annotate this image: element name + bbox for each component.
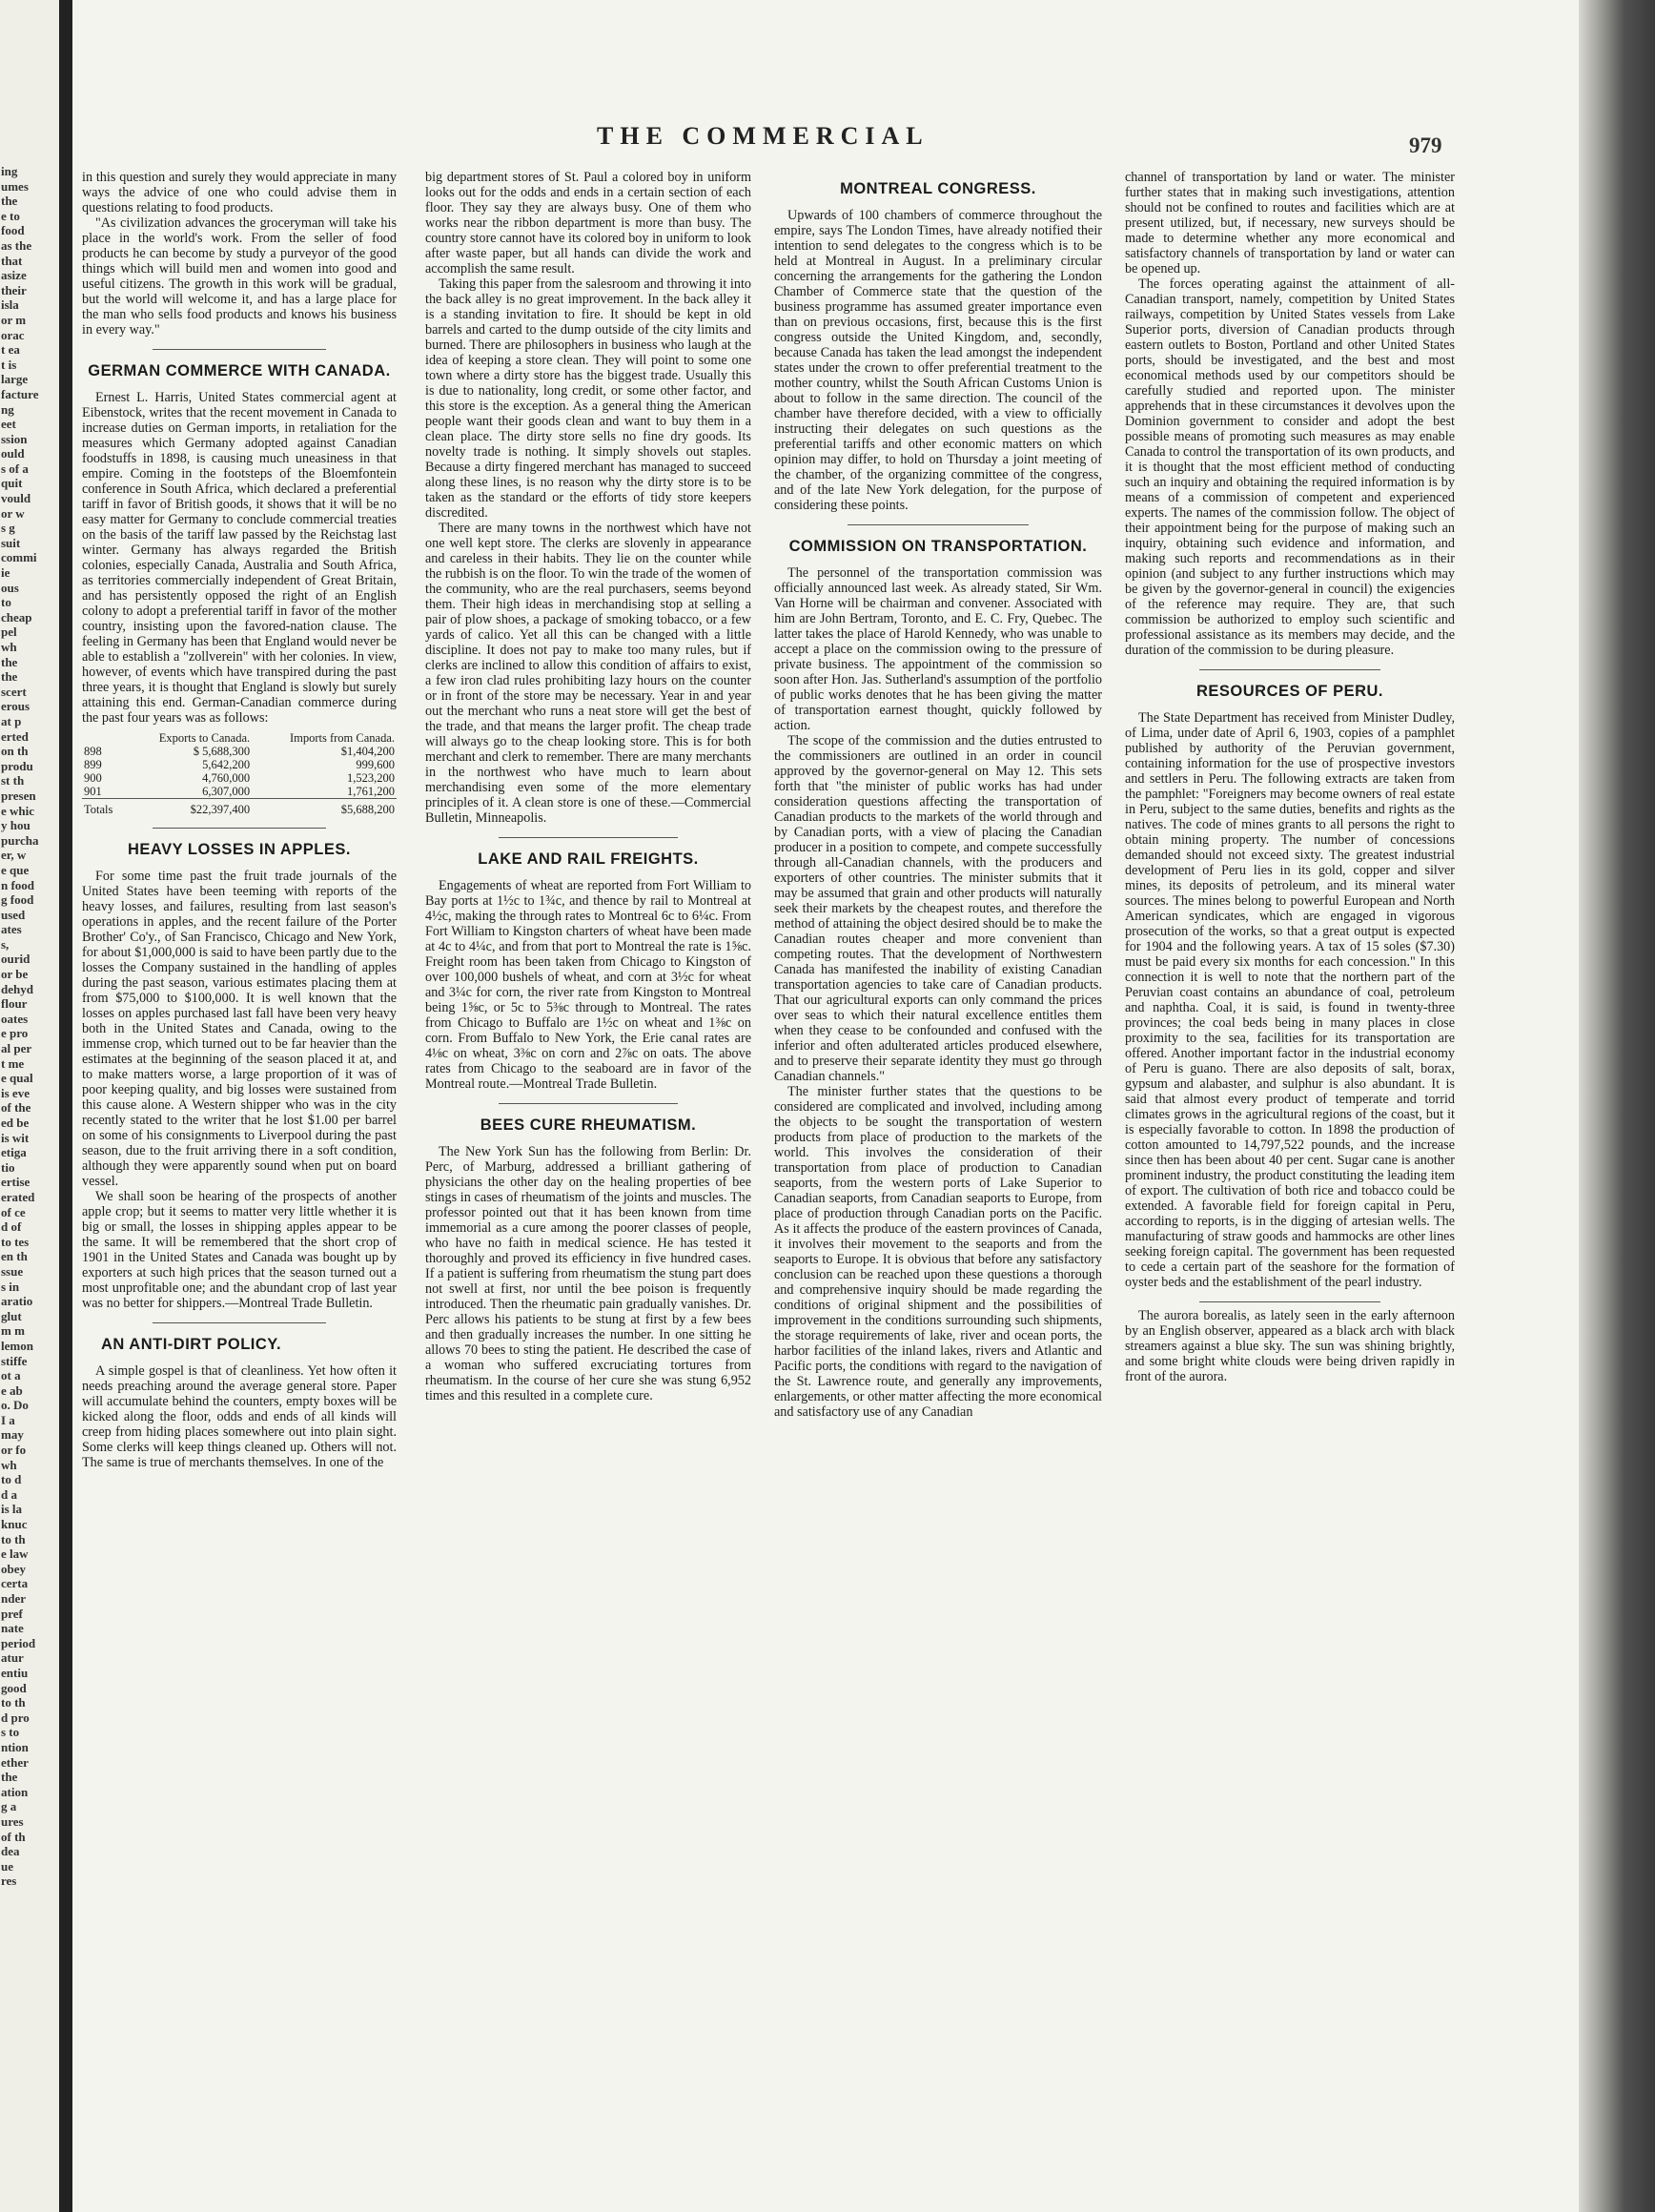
adjacent-page-fragment: scert bbox=[1, 684, 27, 699]
adjacent-page-fragment: period bbox=[1, 1635, 36, 1650]
headline-anti-dirt: AN ANTI-DIRT POLICY. bbox=[101, 1336, 282, 1353]
table-cell-total-imports: $5,688,200 bbox=[252, 799, 397, 817]
adjacent-page-fragment: eet bbox=[1, 417, 16, 432]
adjacent-page-fragment: as the bbox=[1, 237, 32, 253]
adjacent-page-fragment: ntion bbox=[1, 1739, 29, 1754]
adjacent-page-fragment: orac bbox=[1, 327, 25, 342]
adjacent-page-fragment: obey bbox=[1, 1561, 26, 1576]
adjacent-page-fragment: al per bbox=[1, 1041, 32, 1056]
adjacent-page-fragment: m m bbox=[1, 1323, 25, 1339]
adjacent-page-fragment: isla bbox=[1, 297, 19, 313]
adjacent-page-fragment: nate bbox=[1, 1621, 24, 1636]
adjacent-page-fragment: vould bbox=[1, 491, 31, 506]
adjacent-page-fragment: I a bbox=[1, 1412, 15, 1427]
adjacent-page-strip bbox=[0, 0, 72, 2212]
table-row bbox=[82, 758, 397, 771]
headline-commission: COMMISSION ON TRANSPORTATION. bbox=[788, 538, 1088, 555]
adjacent-page-fragment: aratio bbox=[1, 1294, 33, 1309]
table-row bbox=[82, 745, 397, 758]
paragraph: Engagements of wheat are reported from Fort William to Bay ports at 1½c to 1¾c, and thence by rail to Montreal at 4½c, making the through rates to Montreal 6c to 6¼c. From Fort William to Kingston charters of wheat have been made at 4c to 4¼c, and from that port to Montreal the rate is 1⅝c. Freight room has been taken from Chicago to Kingston of over 100,000 bushels of wheat, and corn at 3½c for wheat and 3¼c for corn, the river rate from Kingston to Montreal being 1⅝c, or 5c to 5⅜c through to Montreal. The rates from Chicago to Buffalo are 1½c on wheat and 1⅜c on corn. From Buffalo to New York, the Erie canal rates are 4⅛c on wheat, 3⅜c on corn and 2⅞c on oats. The above rates from Chicago to the seaboard are in favor of the Montreal route.—Montreal Trade Bulletin. bbox=[425, 878, 751, 1092]
adjacent-page-fragment: on th bbox=[1, 744, 29, 759]
adjacent-page-fragment: the bbox=[1, 1770, 18, 1785]
headline-german-commerce: GERMAN COMMERCE WITH CANADA. bbox=[88, 362, 391, 379]
running-title: THE COMMERCIAL bbox=[597, 122, 930, 150]
adjacent-page-fragment: en th bbox=[1, 1249, 28, 1264]
adjacent-page-fragment: oates bbox=[1, 1011, 29, 1026]
adjacent-page-fragment: entiu bbox=[1, 1665, 29, 1680]
adjacent-page-fragment: pel bbox=[1, 625, 17, 640]
adjacent-page-fragment: ue bbox=[1, 1858, 13, 1874]
adjacent-page-fragment: s of a bbox=[1, 461, 29, 476]
adjacent-page-fragment: to d bbox=[1, 1472, 22, 1487]
adjacent-page-fragment: umes bbox=[1, 178, 29, 194]
column-3 bbox=[774, 170, 1102, 2191]
adjacent-page-fragment: purcha bbox=[1, 832, 39, 848]
adjacent-page-fragment: ation bbox=[1, 1784, 29, 1799]
headline-bees: BEES CURE RHEUMATISM. bbox=[480, 1116, 697, 1134]
table-cell-total-label: Totals bbox=[82, 799, 126, 817]
adjacent-page-fragment: may bbox=[1, 1427, 24, 1443]
adjacent-page-fragment: dehyd bbox=[1, 981, 33, 996]
adjacent-page-fragment: e whic bbox=[1, 803, 35, 818]
adjacent-page-fragment: the bbox=[1, 669, 18, 685]
divider-rule bbox=[153, 349, 326, 350]
adjacent-page-fragment: er, w bbox=[1, 848, 27, 863]
divider-rule bbox=[1199, 669, 1380, 670]
adjacent-page-fragment: lemon bbox=[1, 1338, 33, 1353]
adjacent-page-fragment: ssion bbox=[1, 431, 28, 446]
paragraph: The personnel of the transportation commission was officially announced last week. As already stated, Sir Wm. Van Horne will be chairman and convener. Associated with him are John Bertram, Toronto, and E. C. Fry, Quebec. The latter takes the place of Harold Kennedy, who was unable to accept a place on the commission owing to the pressure of private business. The appointment of the commission so soon after Hon. Jas. Sutherland's assumption of the portfolio of public works denotes that he has been giving the matter of transportation earnest thought, quickly followed by action. bbox=[774, 565, 1102, 733]
adjacent-page-fragment: dea bbox=[1, 1844, 20, 1859]
page-number: 979 bbox=[1409, 133, 1442, 157]
adjacent-page-fragment: of ce bbox=[1, 1204, 26, 1219]
adjacent-page-fragment: quit bbox=[1, 476, 23, 491]
adjacent-page-fragment: or w bbox=[1, 505, 25, 521]
adjacent-page-fragment: large bbox=[1, 372, 29, 387]
adjacent-page-fragment: produ bbox=[1, 758, 33, 773]
adjacent-page-fragment: their bbox=[1, 282, 27, 297]
adjacent-page-fragment: good bbox=[1, 1680, 27, 1695]
adjacent-page-fragment: ous bbox=[1, 580, 19, 595]
adjacent-page-fragment: commi bbox=[1, 550, 37, 565]
adjacent-page-fragment: s to bbox=[1, 1725, 20, 1740]
table-cell-exports: $ 5,688,300 bbox=[193, 745, 251, 758]
adjacent-page-fragment: t ea bbox=[1, 342, 20, 358]
headline-peru: RESOURCES OF PERU. bbox=[1195, 683, 1384, 700]
table-cell-imports: 999,600 bbox=[356, 758, 395, 771]
paragraph: The New York Sun has the following from Berlin: Dr. Perc, of Marburg, addressed a brilliant gathering of physicians the other day on the healing properties of bee stings in cases of rheumatism of the joints and muscles. The professor pointed out that it has been known from time immemorial as a cure among the poorer classes of people, who have no faith in medical science. He has tested it thoroughly and proved its efficiency in five hundred cases. If a patient is suffering from rheumatism the stung part does not swell at first, nor until the bee poison is frequently introduced. Then the rheumatic pain gradually vanishes. Dr. Perc allows his patients to be stung at first by a few bees and then gradually increases the number. In one sitting he allows 70 bees to sting the patient. He described the case of a woman who suffered excruciating tortures from rheumatism. In the course of her cure she was stung 6,952 times and this resulted in a complete cure. bbox=[425, 1144, 751, 1403]
adjacent-page-fragment: is eve bbox=[1, 1085, 30, 1100]
table-cell-exports: 4,760,000 bbox=[202, 771, 251, 785]
adjacent-page-fragment: erous bbox=[1, 699, 31, 714]
table-cell-exports: 5,642,200 bbox=[202, 758, 251, 771]
adjacent-page-fragment: wh bbox=[1, 1457, 17, 1472]
adjacent-page-fragment: e ab bbox=[1, 1382, 23, 1398]
paragraph: We shall soon be hearing of the prospects of another apple crop; but it seems to matter very little whether it is big or small, the losses in shipping apples appear to be the same. It will be remembered that the short crop of 1901 in the United States and Canada was bought up by exporters at such high prices that the season turned out a most unprofitable one; and the abundant crop of last year was no better for shippers.—Montreal Trade Bulletin. bbox=[82, 1189, 397, 1311]
adjacent-page-fragment: g food bbox=[1, 892, 34, 908]
table-cell-year: 900 bbox=[84, 771, 102, 785]
divider-rule bbox=[153, 828, 326, 829]
adjacent-page-fragment: ourid bbox=[1, 952, 31, 967]
adjacent-page-fragment: e qual bbox=[1, 1071, 33, 1086]
divider-rule bbox=[499, 837, 678, 838]
adjacent-page-fragment: erated bbox=[1, 1189, 35, 1204]
adjacent-page-fragment: ing bbox=[1, 164, 18, 178]
adjacent-page-fragment: t is bbox=[1, 357, 17, 372]
adjacent-page-fragment: n food bbox=[1, 877, 35, 892]
adjacent-page-fragment: pref bbox=[1, 1606, 23, 1621]
table-cell-imports: 1,761,200 bbox=[347, 785, 395, 798]
paragraph: Taking this paper from the salesroom and throwing it into the back alley is no great improvement. In the back alley it is a standing invitation to fire. It should be kept in old barrels and carted to the dump outside of the city limits and burned. There are philosophers in business who laugh at the idea of keeping a store clean. They will point to some one town where a dirty store has the biggest trade. Usually this is due to nationality, long credit, or some other factor, and this store is the exception. As a general thing the American people want their goods clean and want to buy them in a clean place. The dirty store sells no fine dry goods. Its novelty trade is nothing. It simply shovels out staples. Because a dirty fingered merchant has managed to succeed along these lines, is no reason why the dirty store is to be taken as the standard or the efforts of tidy store keepers discredited. bbox=[425, 276, 751, 521]
headline-montreal-congress: MONTREAL CONGRESS. bbox=[840, 180, 1036, 197]
adjacent-page-fragment: e que bbox=[1, 862, 30, 877]
adjacent-page-fragment: e to bbox=[1, 208, 20, 223]
column-1 bbox=[82, 170, 397, 2191]
paragraph: The minister further states that the questions to be considered are complicated and involved, including among the objects to be sought the transportation of western products from place of production to the markets of the world. This involves the consideration of their transportation from place of production to Canadian seaports, from the western ports of Lake Superior to Canadian seaports, from Canadian seaports to Europe, from place of production through Canadian ports on the Pacific. As it affects the produce of the eastern provinces of Canada, it involves their movement to the seaports and from the seaports to Europe. It is obvious that before any satisfactory conclusion can be reached upon these questions a thorough and comprehensive inquiry should be made regarding the conditions of original shipment and the possibilities of improvement in the conditions surrounding such shipments, the storage requirements of lake, river and ocean ports, the harbor facilities of the inland lakes, rivers and Atlantic and Pacific ports, the conditions with regard to the navigation of the St. Lawrence route, and generally any improvements, enlargements, or other matter affecting the more economical and satisfactory use of any Canadian bbox=[774, 1084, 1102, 1420]
adjacent-page-fragment: t me bbox=[1, 1055, 25, 1071]
binding-edge bbox=[1579, 0, 1655, 2212]
adjacent-page-fragment: d a bbox=[1, 1486, 17, 1502]
adjacent-page-fragment: st th bbox=[1, 773, 25, 789]
adjacent-page-fragment: to tes bbox=[1, 1234, 30, 1249]
adjacent-page-fragment: facture bbox=[1, 386, 39, 401]
headline-heavy-losses: HEAVY LOSSES IN APPLES. bbox=[127, 841, 351, 858]
headline-lake-rail: LAKE AND RAIL FREIGHTS. bbox=[478, 850, 699, 868]
adjacent-page-fragment: ng bbox=[1, 401, 14, 417]
adjacent-page-fragment: ates bbox=[1, 922, 22, 937]
newspaper-page bbox=[72, 0, 1579, 2212]
table-cell-exports: 6,307,000 bbox=[202, 785, 251, 798]
column-2 bbox=[425, 170, 751, 2191]
adjacent-page-fragment: e pro bbox=[1, 1026, 29, 1041]
paragraph: "As civilization advances the groceryman will take his place in the world's work. From the seller of food products he can become by study a purveyor of the good things which will build men and women into good and useful citizens. The growth in this work will be gradual, but the world will welcome it, and has a large place for the man who sells food products and knows his business in every way." bbox=[82, 215, 397, 338]
adjacent-page-fragment: to th bbox=[1, 1695, 26, 1710]
adjacent-page-fragment: ot a bbox=[1, 1368, 21, 1383]
adjacent-page-fragment: suit bbox=[1, 535, 21, 550]
table-header-exports: Exports to Canada. bbox=[158, 731, 251, 745]
adjacent-page-fragment: ures bbox=[1, 1813, 24, 1829]
trade-table bbox=[82, 731, 397, 816]
table-header-imports: Imports from Canada. bbox=[289, 731, 395, 745]
paragraph: channel of transportation by land or water. The minister further states that in making such investigations, attention should not be confined to routes and facilities which are at present utilized, but, if necessary, new surveys should be made to determine whether any more economical and satisfactory channels of transportation by land or water can be opened up. bbox=[1125, 170, 1455, 276]
table-cell-imports: 1,523,200 bbox=[347, 771, 395, 785]
adjacent-page-fragment: of th bbox=[1, 1829, 26, 1844]
paragraph: There are many towns in the northwest which have not one well kept store. The clerks are slovenly in appearance and careless in their habits. They lie on the counter while the rubbish is on the floor. To win the trade of the women of the community, who are the real purchasers, seems beyond them. Their high ideas in merchandising stop at selling a pair of plow shoes, a package of smoking tobacco, or a few yards of calico. Yet all this can be changed with a little discipline. It does not pay to make too many rules, but if clerks are inclined to allow this condition of affairs to exist, a few iron clad rules prohibiting lazy hours on the counter or in front of the store may be necessary. Year in and year out the merchant who runs a neat store will get the best of the trade, and that means the larger profit. The cheap trade will always go to the cheap looking store. This is for both merchant and clerk to remember. There are many merchants in the northwest who have much to learn about merchandising even some of the more elementary principles of it. A clean store is one of these.—Commercial Bulletin, Minneapolis. bbox=[425, 521, 751, 826]
adjacent-page-fragment: res bbox=[1, 1874, 17, 1889]
paragraph: The forces operating against the attainment of all-Canadian transport, namely, competition by United States railways, competition by United States vessels from Lake Superior ports, diversion of Canadian products through eastern outlets to Boston, Portland and other United States ports, should be investigated, and the best and most economical methods used by our competitors should be carefully studied and reported upon. The minister apprehends that in these circumstances it devolves upon the Dominion government to consider and adopt the best possible means of promoting such measures as may enable Canada to control the transportation of its own products, and it is thought that the most efficient method of conducting such an inquiry and obtaining the required information is by means of a commission of competent and experienced experts. The names of the commission follow. The object of their appointment being for the purpose of making such an inquiry, obtaining such evidence and information, and making such reports and recommendations as in their opinion (and subject to any further instructions which may be given by the governor-general in council) the exigencies of the reference may require. They are, that such commission be authorized to employ such scientific and professional assistance as its members may decide, and the duration of the commission to be during pleasure. bbox=[1125, 276, 1455, 658]
paragraph: The scope of the commission and the duties entrusted to the commissioners are outlined in an order in council approved by the governor-general on May 12. This sets forth that "the minister of public works has had under consideration questions affecting the transportation of Canadian products to the markets of the world through and by Canadian ports, with a view of placing the Canadian producer in a position to compete, and compete successfully through all-Canadian channels, with the producers and exporters of other countries. The minister submits that it may be assumed that grain and other products will naturally seek their markets by the cheapest routes, and therefore the method of attaining the object desired should be to make the Canadian routes cheaper and more convenient than competing routes. That the development of Northwestern Canada has manifested the inability of existing Canadian transportation agencies to take care of Canadian products. That our agricultural exports can only command the prices over seas to which their natural excellence entitles them when they cease to be confounded and confused with the inferior and often adulterated articles produced elsewhere, and to preserve their separate identity they must go through Canadian channels." bbox=[774, 733, 1102, 1084]
adjacent-page-fragment: e law bbox=[1, 1546, 29, 1562]
paragraph-aurora: The aurora borealis, as lately seen in the early afternoon by an English observer, appeared as a black arch with black streamers against a blue sky. The sun was shining brightly, and some bright white clouds were being driven rapidly in front of the aurora. bbox=[1125, 1308, 1455, 1384]
adjacent-page-fragment: erted bbox=[1, 728, 29, 744]
paragraph: Upwards of 100 chambers of commerce throughout the empire, says The London Times, have already notified their intention to send delegates to the congress which is to be held at Montreal in August. In a preliminary circular concerning the arrangements for the gathering the London Chamber of Commerce state that the question of the business programme has assumed greater importance even than on previous occasions, first, because this is the first congress outside the United Kingdom, and, secondly, because Canada has taken the lead amongst the independent states under the crown to offer preferential treatment to the mother country, whilst the South African Customs Union is about to follow in the same direction. The council of the chamber have therefore decided, with a view to officially instructing their delegates on such questions as the preferential tariffs and other economic matters on which opinion may differ, to hold on Thursday a joint meeting of the chamber, of the organizing committee of the congress, and of the late New York delegation, for the purpose of considering these points. bbox=[774, 208, 1102, 513]
adjacent-page-fragment: food bbox=[1, 223, 25, 238]
table-cell-year: 899 bbox=[84, 758, 102, 771]
adjacent-page-fragment: is wit bbox=[1, 1130, 30, 1145]
table-cell-imports: $1,404,200 bbox=[340, 745, 395, 758]
adjacent-page-fragment: ould bbox=[1, 446, 25, 461]
table-cell-total-exports: $22,397,400 bbox=[126, 799, 252, 817]
adjacent-page-fragment: flour bbox=[1, 996, 28, 1012]
table-total-row bbox=[82, 799, 397, 817]
adjacent-page-fragment: nder bbox=[1, 1591, 26, 1606]
adjacent-page-fragment: certa bbox=[1, 1576, 29, 1591]
adjacent-page-fragment: ie bbox=[1, 565, 10, 581]
adjacent-page-fragment: ssue bbox=[1, 1263, 24, 1279]
divider-rule bbox=[848, 524, 1028, 525]
divider-rule bbox=[499, 1103, 678, 1104]
adjacent-page-fragment: or m bbox=[1, 312, 27, 327]
adjacent-page-fragment: the bbox=[1, 194, 18, 209]
adjacent-page-fragment: atur bbox=[1, 1650, 24, 1666]
adjacent-page-fragment: etiga bbox=[1, 1145, 27, 1160]
adjacent-page-fragment: cheap bbox=[1, 609, 32, 625]
adjacent-page-fragment: s in bbox=[1, 1279, 20, 1294]
divider-rule bbox=[1199, 1301, 1380, 1302]
adjacent-page-fragment: tio bbox=[1, 1159, 15, 1175]
adjacent-page-fragment: glut bbox=[1, 1308, 22, 1323]
table-cell-year: 898 bbox=[84, 745, 102, 758]
table-row bbox=[82, 771, 397, 785]
adjacent-page-fragment: or be bbox=[1, 967, 29, 982]
adjacent-page-fragment: the bbox=[1, 654, 18, 669]
adjacent-page-fragment: stiffe bbox=[1, 1353, 28, 1368]
adjacent-page-fragment: s g bbox=[1, 521, 15, 536]
paragraph: A simple gospel is that of cleanliness. Yet how often it needs preaching around the average general store. Paper will accumulate behind the counters, empty boxes will be kicked along the floor, odds and ends of all kinds will creep from hiding places somewhere out into plain sight. Some clerks will keep things cleaned up. Others will not. The same is true of merchants themselves. In one of the bbox=[82, 1363, 397, 1470]
adjacent-page-fragment: ether bbox=[1, 1754, 29, 1770]
paragraph: Ernest L. Harris, United States commercial agent at Eibenstock, writes that the recent movement in Canada to increase duties on German imports, in retaliation for the measures which Germany adopted against Canadian foodstuffs in 1898, is causing much uneasiness in that empire. Coming in the footsteps of the Bloemfontein conference in South Africa, which declared a preferential tariff in favor of British goods, it shows that it will be no easy matter for Germany to conclude commercial treaties on the basis of the tariff law passed by the Reichstag last winter. Germany has always regarded the British colonies, especially Canada, Australia and South Africa, as territories commercially independent of Great Britain, and has persistently opposed the right of an English colony to adopt a preferential tariff in favor of the mother country, insisting upon the favored-nation clause. The feeling in Germany has been that England would never be able to establish a "zollverein" with her colonies. In view, however, of events which have transpired during the past three years, it is thought that England is slowly but surely attaining this end. German-Canadian commerce during the past four years was as follows: bbox=[82, 390, 397, 726]
adjacent-page-fragment: ertise bbox=[1, 1175, 31, 1190]
adjacent-page-fragment: presen bbox=[1, 788, 36, 803]
adjacent-page-fragment: used bbox=[1, 907, 26, 922]
adjacent-page-fragment: at p bbox=[1, 713, 22, 728]
column-4 bbox=[1125, 170, 1455, 2191]
paragraph: The State Department has received from Minister Dudley, of Lima, under date of April 6, 1903, copies of a pamphlet published by authority of the Peruvian government, containing information for the use of prospective investors and settlers in Peru. The following extracts are taken from the pamphlet: "Foreigners may become owners of real estate in Peru, subject to the same duties, benefits and rights as the natives. The code of mines grants to all persons the right to obtain mining property. The number of concessions demanded should not exceed sixty. The greatest industrial development of Peru lies in its gold, copper and silver mines, its deposits of petroleum, and its mineral water sources. The mines belong to powerful European and North American syndicates, which are engaged in vigorous prosecution of the works, so that a great output is expected for 1904 and the following years. A tax of 15 soles ($7.30) must be paid every six months for each concession." In this connection it is well to note that the northern part of the Peruvian coast contains an abundance of coal, petroleum and naphtha. Coal, it is said, is found in twenty-three provinces; the coal beds being in many places in close proximity to the sea, facilities for its transportation are offered. Another important factor in the industrial economy of Peru is guano. There are also deposits of salt, borax, gypsum and alabaster, and sulphur is also abundant. It is said that almost every product of temperate and torrid climates grows in the agricultural regions of the coast, but it is especially favorable to cotton. In 1898 the production of cotton amounted to 14,797,522 pounds, and the increase since then has been about 40 per cent. Sugar cane is another prominent industry, the product constituting the leading item of export. The cultivation of both rice and tobacco could be extended. A favorable field for foreign capital in Peru, according to reports, is in the digging of artesian wells. The manufacturing of straw goods and hammocks are other lines seeking foreign capital. The government has been requested to cede a certain part of the seashore for the formation of oyster beds and the establishment of the pearl industry. bbox=[1125, 710, 1455, 1290]
adjacent-page-fragment: to th bbox=[1, 1531, 26, 1546]
adjacent-page-fragment: d of bbox=[1, 1219, 22, 1235]
adjacent-page-fragment: s, bbox=[1, 936, 10, 952]
adjacent-page-fragment: o. Do bbox=[1, 1398, 29, 1413]
paragraph: in this question and surely they would appreciate in many ways the advice of one who could advise them in questions relating to food products. bbox=[82, 170, 397, 215]
adjacent-page-fragment: y hou bbox=[1, 818, 31, 833]
adjacent-page-fragment: g a bbox=[1, 1799, 17, 1814]
adjacent-page-fragment: to bbox=[1, 595, 11, 610]
table-header-year bbox=[82, 731, 126, 745]
adjacent-page-fragment: of the bbox=[1, 1100, 31, 1116]
divider-rule bbox=[153, 1322, 326, 1323]
paragraph: big department stores of St. Paul a colored boy in uniform looks out for the odds and ends in a certain section of each floor. They say they are always busy. One of them who works near the ribbon department is more than busy. The country store cannot have its colored boy in uniform to look after waste paper, but all hands can divide the work and accomplish the same result. bbox=[425, 170, 751, 276]
adjacent-page-fragment: or fo bbox=[1, 1443, 27, 1458]
table-cell-year: 901 bbox=[84, 785, 102, 798]
adjacent-page-fragment: wh bbox=[1, 640, 17, 654]
adjacent-page-fragment: is la bbox=[1, 1502, 23, 1517]
adjacent-page-fragment: knuc bbox=[1, 1517, 28, 1532]
adjacent-page-fragment: ed be bbox=[1, 1116, 30, 1130]
paragraph: For some time past the fruit trade journals of the United States have been teeming with reports of the heavy losses, and failures, resulting from last season's operations in apples, and the recent failure of the Porter Brother' Co'y., of San Francisco, Chicago and New York, for about $1,000,000 is said to have been partly due to the losses the Company sustained in the handling of apples during the past season, various estimates placing them at from $75,000 to $100,000. It is well known that the losses on apples purchased last fall have been very heavy both in the United States and Canada, owing to the immense crop, which turned out to be far heavier than the estimates at the beginning of the season placed it at, and to make matters worse, a large proportion of it was of poor keeping quality, and big losses were sustained from this cause alone. A Western shipper who was in the city recently stated to the writer that he lost $1.00 per barrel on some of his consignments to Liverpool during the past season, due to the fruit arriving there in a soft condition, although they were apparently sound when put on board vessel. bbox=[82, 869, 397, 1189]
adjacent-page-fragment: d pro bbox=[1, 1710, 30, 1725]
table-row bbox=[82, 785, 397, 799]
adjacent-page-fragment: that bbox=[1, 253, 23, 268]
adjacent-page-fragment: asize bbox=[1, 268, 27, 283]
